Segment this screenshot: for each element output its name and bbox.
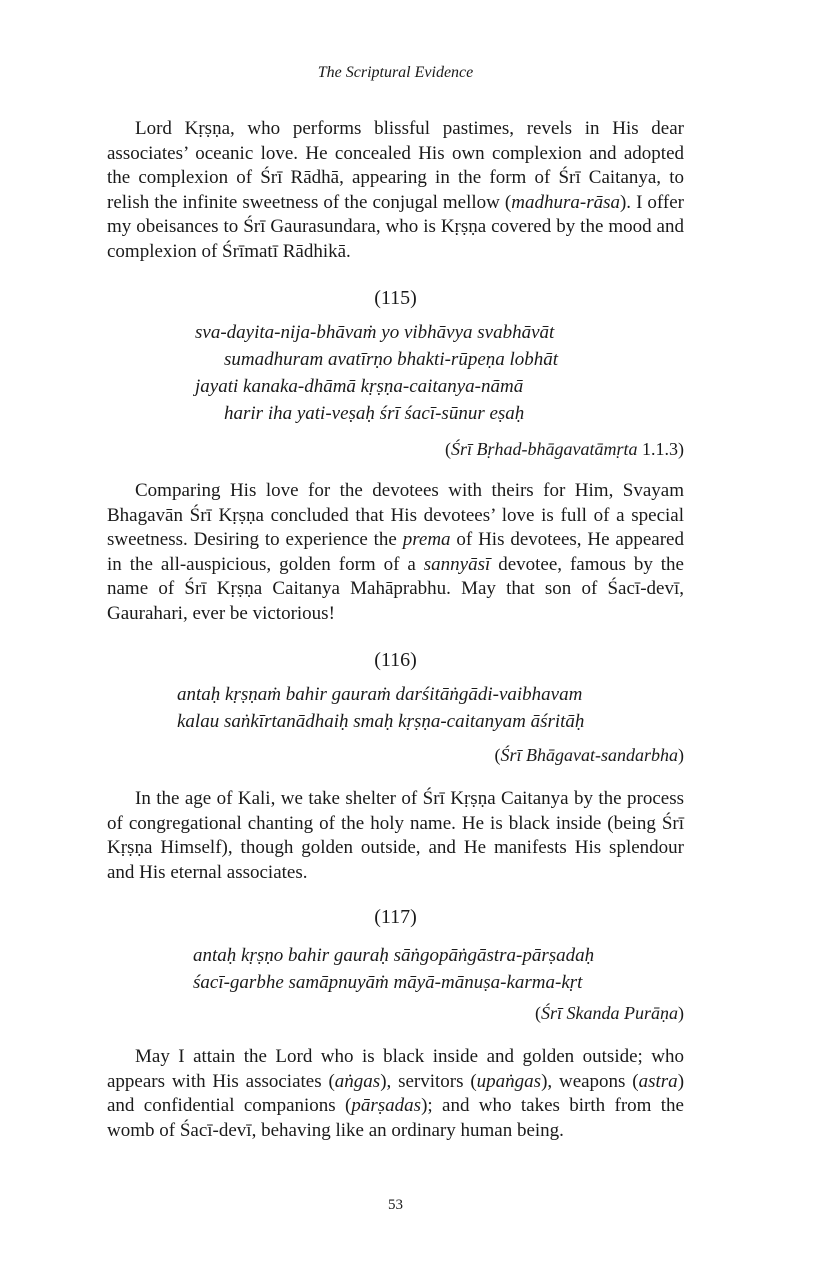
italic-term: pārṣadas xyxy=(351,1095,422,1117)
verse-117 xyxy=(107,942,684,996)
paragraph-1: Lord Kṛṣṇa, who performs blissful pastimes, revels in His dear associates’ oceanic love. He concealed His own complexion and adopted the complexion of Śrī Rādhā, appearing in the form of Śrī Caitanya, to relish the infinite sweetness of the conjugal mellow (madhura-rāsa). I offer my obeisances to Śrī Gaurasundara, who is Kṛṣṇa covered by the mood and complexion of Śrīmatī Rādhikā. xyxy=(107,118,685,262)
verse-116-source: (Śrī Bhāgavat-sandarbha) xyxy=(494,745,684,765)
source-title: Śrī Skanda Purāṇa xyxy=(541,1003,678,1023)
verse-line: śacī-garbhe samāpnuyāṁ māyā-mānuṣa-karma-kṛt xyxy=(193,972,583,993)
source-title: Śrī Bhāgavat-sandarbha xyxy=(500,745,678,765)
italic-term: aṅgas xyxy=(334,1070,381,1092)
verse-line: sva-dayita-nija-bhāvaṁ yo vibhāvya svabhāvāt xyxy=(195,322,555,343)
verse-115-source: (Śrī Bṛhad-bhāgavatāmṛta 1.1.3) xyxy=(445,439,684,459)
verse-line: harir iha yati-veṣaḥ śrī śacī-sūnur eṣaḥ xyxy=(224,403,525,424)
verse-number-117: (117) xyxy=(374,906,417,928)
paragraph-4: May I attain the Lord who is black inside and golden outside; who appears with His associates (aṅgas), servitors (upaṅgas), weapons (astra) and confidential companions (pārṣadas); and who takes birth from the womb of Śacī-devī, behaving like an ordinary human being. xyxy=(107,1046,685,1141)
verse-116 xyxy=(107,681,684,735)
italic-term: sannyāsī xyxy=(423,553,491,575)
verse-117-source: (Śrī Skanda Purāṇa) xyxy=(535,1003,684,1023)
page-number: 53 xyxy=(388,1197,403,1213)
verse-115 xyxy=(107,319,684,427)
verse-number-115: (115) xyxy=(374,287,417,309)
book-page xyxy=(107,0,684,1275)
verse-number-116: (116) xyxy=(374,649,417,671)
verse-line: antaḥ kṛṣṇaṁ bahir gauraṁ darśitāṅgādi-vaibhavam xyxy=(177,684,583,705)
italic-term: prema xyxy=(402,529,451,551)
verse-line: sumadhuram avatīrṇo bhakti-rūpeṇa lobhāt xyxy=(224,349,559,370)
italic-term: upaṅgas xyxy=(476,1070,542,1092)
paragraph-3: In the age of Kali, we take shelter of Śrī Kṛṣṇa Caitanya by the process of congregational chanting of the holy name. He is black inside (being Śrī Kṛṣṇa Himself), though golden outside, and He manifests His splendour and His eternal associates. xyxy=(107,788,684,883)
verse-line: antaḥ kṛṣṇo bahir gauraḥ sāṅgopāṅgāstra-pārṣadaḥ xyxy=(193,945,595,966)
verse-line: jayati kanaka-dhāmā kṛṣṇa-caitanya-nāmā xyxy=(195,376,524,397)
italic-term: astra xyxy=(638,1070,678,1092)
source-title: Śrī Bṛhad-bhāgavatāmṛta xyxy=(451,439,638,459)
italic-term: madhura-rāsa xyxy=(511,191,620,213)
paragraph-2: Comparing His love for the devotees with theirs for Him, Svayam Bhagavān Śrī Kṛṣṇa concluded that His devotees’ love is full of a special sweetness. Desiring to experience the prema of His devotees, He appeared in the all-auspicious, golden form of a sannyāsī devotee, famous by the name of Śrī Kṛṣṇa Caitanya Mahāprabhu. May that son of Śacī-devī, Gaurahari, ever be victorious! xyxy=(107,480,684,624)
verse-line: kalau saṅkīrtanādhaiḥ smaḥ kṛṣṇa-caitanyam āśritāḥ xyxy=(177,711,585,732)
running-head: The Scriptural Evidence xyxy=(317,64,474,81)
